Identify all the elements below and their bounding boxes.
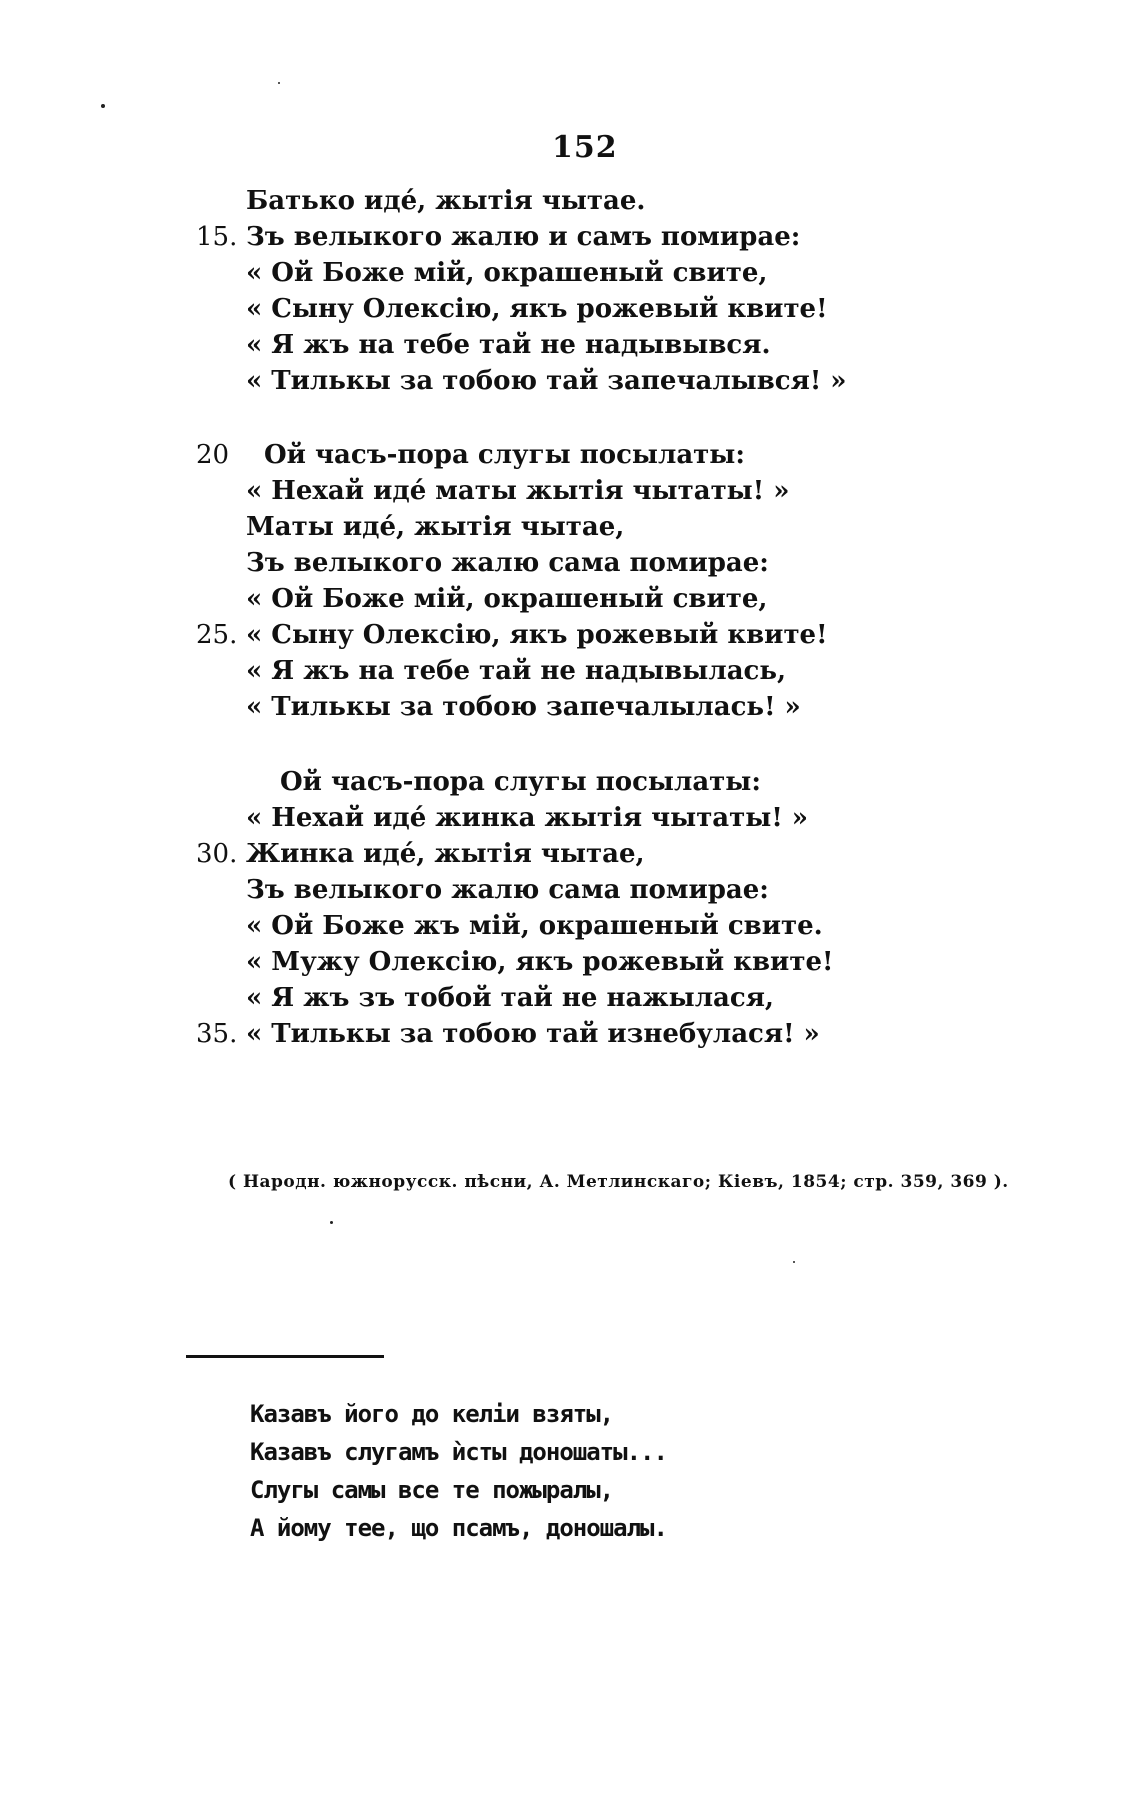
verse-text: « Тилькы за тобою тай запечалывся! » <box>246 366 847 396</box>
source-citation: ( Народн. южнорусск. пѣсни, А. Метлинскаго; Кіевъ, 1854; стр. 359, 369 ). <box>228 1172 1009 1192</box>
verse-text: Зъ велыкого жалю сама помирае: <box>246 548 769 578</box>
verse-text: « Нехай идé маты жытія чытаты! » <box>246 476 790 506</box>
footnote-line: Казавъ його до келіи взяты, <box>250 1400 614 1428</box>
line-number: 25. <box>196 620 238 650</box>
verse-text: « Ой Боже мій, окрашеный свите, <box>246 258 768 288</box>
verse-text: Зъ велыкого жалю и самъ помирае: <box>246 222 801 252</box>
ink-speck <box>278 82 280 84</box>
line-number: 35. <box>196 1019 238 1049</box>
verse-text: « Мужу Олексію, якъ рожевый квите! <box>246 947 834 977</box>
verse-text: « Нехай идé жинка жытія чытаты! » <box>246 803 809 833</box>
line-number: 20 <box>196 440 230 470</box>
verse-text: « Сыну Олексію, якъ рожевый квите! <box>246 620 828 650</box>
verse-text: « Ой Боже мій, окрашеный свите, <box>246 584 768 614</box>
verse-text: Зъ велыкого жалю сама помирае: <box>246 875 769 905</box>
ink-speck <box>101 104 105 108</box>
verse-text: Маты идé, жытія чытае, <box>246 512 625 542</box>
verse-text: Жинка идé, жытія чытае, <box>246 839 645 869</box>
line-number: 15. <box>196 222 238 252</box>
verse-text: « Я жъ зъ тобой тай не нажылася, <box>246 983 774 1013</box>
page-number: 152 <box>552 130 618 165</box>
footnote-line: Казавъ слугамъ ѝсты доношаты... <box>250 1438 667 1466</box>
verse-text: Ой часъ-пора слугы посылаты: <box>264 440 745 470</box>
verse-text: « Сыну Олексію, якъ рожевый квите! <box>246 294 828 324</box>
verse-text: « Ой Боже жъ мій, окрашеный свите. <box>246 911 823 941</box>
verse-text: « Тилькы за тобою запечалылась! » <box>246 692 801 722</box>
verse-text: Батько идé, жытія чытае. <box>246 186 646 216</box>
ink-speck <box>793 1261 795 1263</box>
verse-text: « Тилькы за тобою тай изнебулася! » <box>246 1019 820 1049</box>
footnote-divider <box>186 1355 384 1358</box>
ink-speck <box>330 1221 333 1224</box>
verse-text: « Я жъ на тебе тай не надывылась, <box>246 656 787 686</box>
verse-text: Ой часъ-пора слугы посылаты: <box>280 767 761 797</box>
footnote-line: А йому тее, що псамъ, доношалы. <box>250 1514 667 1542</box>
footnote-line: Слугы самы все те пожыралы, <box>250 1476 614 1504</box>
verse-text: « Я жъ на тебе тай не надывывся. <box>246 330 771 360</box>
line-number: 30. <box>196 839 238 869</box>
